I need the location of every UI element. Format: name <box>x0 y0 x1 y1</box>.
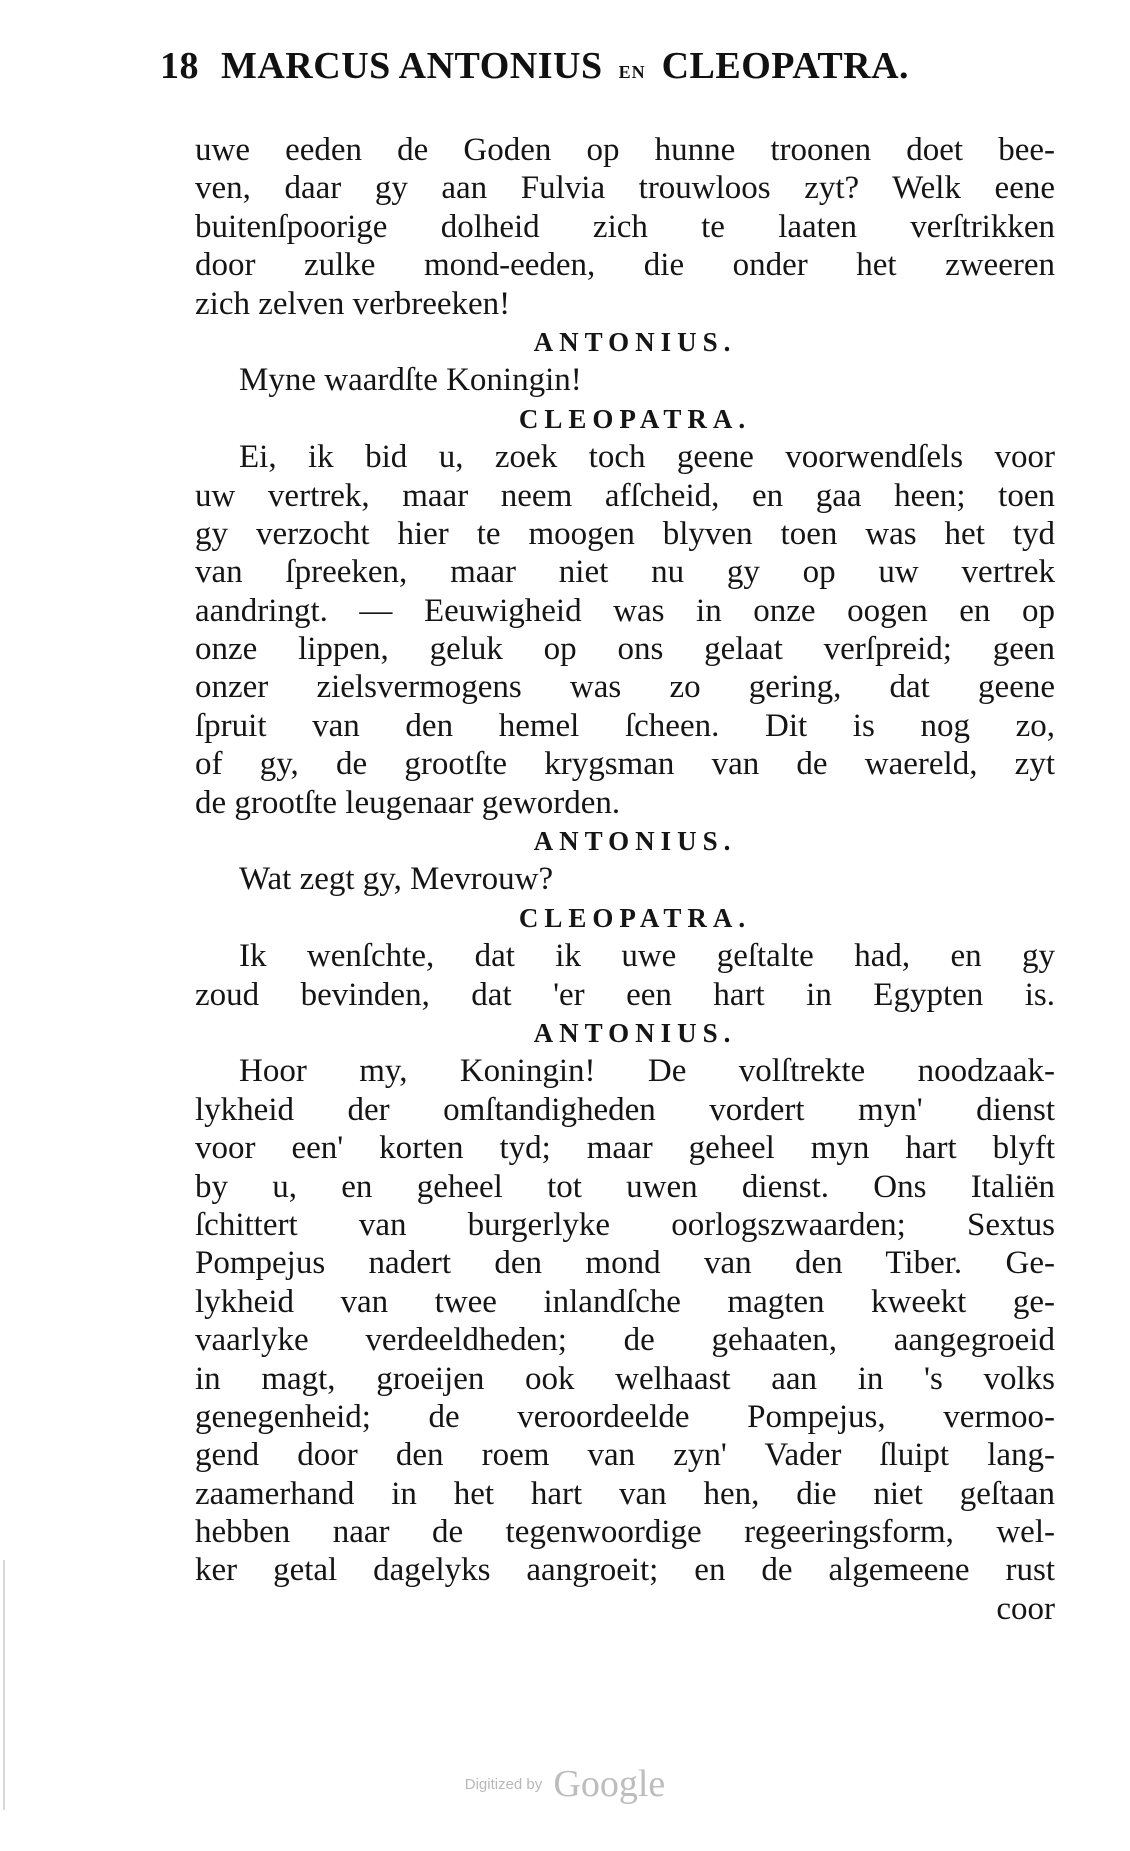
watermark-prefix: Digitized by <box>464 1775 543 1793</box>
text-line: Myne waardſte Koningin! <box>239 362 582 399</box>
speaker-name: CLEOPATRA. <box>518 403 752 434</box>
speaker-name: ANTONIUS. <box>533 326 737 357</box>
running-head <box>160 40 990 92</box>
text-line: de grootſte leugenaar geworden. <box>195 784 621 821</box>
text-line: aandringt. — Eeuwigheid was in onze oogen en op <box>195 592 1055 629</box>
text-line: ſpruit van den hemel ſcheen. Dit is nog zo, <box>195 707 1055 744</box>
text-line: zoud bevinden, dat 'er een hart in Egypten is. <box>195 976 1055 1013</box>
text-line: in magt, groeijen ook welhaast aan in 's volks <box>195 1360 1055 1397</box>
title-cleopatra: CLEOPATRA. <box>661 45 910 87</box>
title-connector: EN <box>618 62 646 82</box>
text-line: vaarlyke verdeeldheden; de gehaaten, aangegroeid <box>195 1322 1055 1359</box>
text-line: gy verzocht hier te moogen blyven toen was het tyd <box>195 515 1055 552</box>
text-line: voor een' korten tyd; maar geheel myn hart blyft <box>195 1130 1055 1167</box>
text-line: ven, daar gy aan Fulvia trouwloos zyt? Welk eene <box>195 170 1055 207</box>
digitized-watermark <box>0 1762 1130 1806</box>
text-line: lykheid der omſtandigheden vordert myn' dienst <box>195 1091 1055 1128</box>
speaker-name: CLEOPATRA. <box>518 902 752 933</box>
text-line: zich zelven verbreeken! <box>195 285 511 322</box>
text-line: genegenheid; de veroordeelde Pompejus, vermoo- <box>195 1398 1055 1435</box>
text-line: van ſpreeken, maar niet nu gy op uw vertrek <box>195 554 1055 591</box>
text-line: onzer zielsvermogens was zo gering, dat geene <box>195 669 1055 706</box>
text-line: door zulke mond-eeden, die onder het zweeren <box>195 247 1055 284</box>
speaker-name: ANTONIUS. <box>533 1017 737 1048</box>
page-number: 18 <box>160 45 199 87</box>
text-line: Wat zegt gy, Mevrouw? <box>239 861 554 898</box>
text-line: lykheid van twee inlandſche magten kweekt ge- <box>195 1283 1055 1320</box>
text-line: ker getal dagelyks aangroeit; en de algemeene rust <box>195 1552 1055 1589</box>
google-logo: Google <box>553 1763 666 1805</box>
speaker-name: ANTONIUS. <box>533 826 737 857</box>
text-line: hebben naar de tegenwoordige regeeringsform, wel- <box>195 1514 1055 1551</box>
text-line: ſchittert van burgerlyke oorlogszwaarden; Sextus <box>195 1206 1055 1243</box>
title-marcus-antonius: MARCUS ANTONIUS <box>221 45 603 87</box>
text-line: uwe eeden de Goden op hunne troonen doet bee- <box>195 132 1055 168</box>
text-line: buitenſpoorige dolheid zich te laaten verſtrikken <box>195 208 1055 245</box>
text-line: zaamerhand in het hart van hen, die niet geſtaan <box>195 1475 1055 1512</box>
text-line: of gy, de grootſte krygsman van de waereld, zyt <box>195 746 1055 783</box>
text-line: Ik wenſchte, dat ik uwe geſtalte had, en gy <box>239 938 1055 975</box>
text-line: onze lippen, geluk op ons gelaat verſpreid; geen <box>195 631 1055 668</box>
text-line: gend door den roem van zyn' Vader ſluipt lang- <box>195 1437 1055 1474</box>
body-text <box>195 131 1055 1628</box>
text-line: uw vertrek, maar neem afſcheid, en gaa heen; toen <box>195 477 1055 514</box>
catchword: coor <box>996 1590 1055 1627</box>
text-line: Pompejus nadert den mond van den Tiber. Ge- <box>195 1245 1055 1282</box>
text-line: Hoor my, Koningin! De volſtrekte noodzaak- <box>239 1053 1055 1090</box>
text-line: Ei, ik bid u, zoek toch geene voorwendſels voor <box>239 439 1055 476</box>
text-line: by u, en geheel tot uwen dienst. Ons Italiën <box>195 1168 1055 1205</box>
